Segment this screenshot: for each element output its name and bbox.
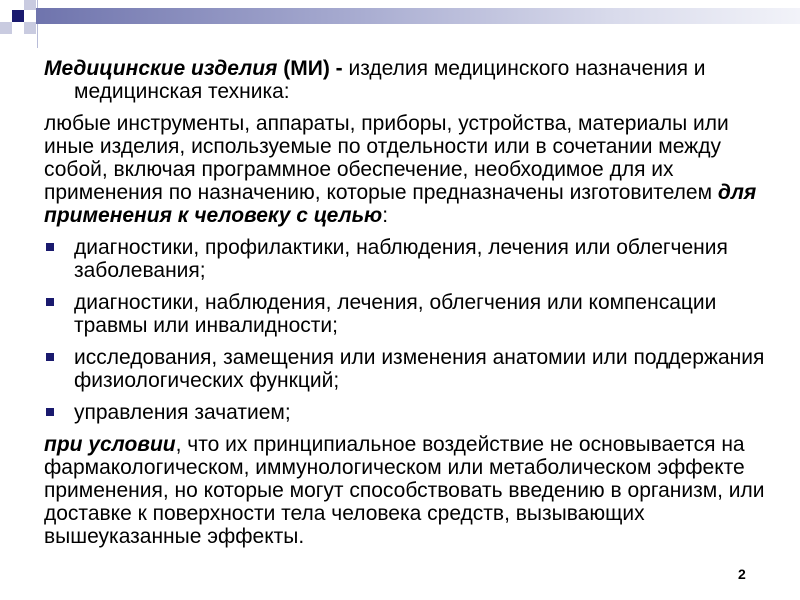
list-item-text: исследования, замещения или изменения анатомии или поддержания физиологических функций; — [74, 346, 765, 392]
definition-rest: изделия медицинского назначения и медицинская техника: — [74, 57, 706, 103]
square-bullet-icon — [46, 353, 54, 361]
definition-abbrev: (МИ) - — [277, 57, 343, 80]
list-item-text: диагностики, наблюдения, лечения, облегчения или компенсации травмы или инвалидности; — [74, 291, 717, 337]
description-end: : — [382, 204, 389, 227]
square-bullet-icon — [46, 243, 54, 251]
condition-emphasis: при условии — [44, 433, 176, 456]
square-bullet-icon — [46, 408, 54, 416]
header-square-dark — [12, 10, 24, 22]
header-square-light — [24, 0, 36, 10]
square-bullet-icon — [46, 298, 54, 306]
list-item — [44, 291, 774, 337]
list-item — [44, 346, 774, 392]
list-item-text: управления зачатием; — [74, 401, 291, 424]
page-number: 2 — [738, 566, 746, 582]
slide-content — [44, 57, 774, 557]
list-item-text: диагностики, профилактики, наблюдения, лечения или облегчения заболевания; — [74, 236, 728, 282]
description-paragraph — [44, 112, 774, 227]
purpose-list — [44, 236, 774, 424]
header-square-light-3 — [24, 22, 36, 34]
condition-paragraph — [44, 433, 774, 548]
condition-text: , что их принципиальное воздействие не основывается на фармакологическом, иммунологическом или метаболическом эффекте применения, но которые могут способствовать введению в организм, или доставке к поверхности тела человека средств, вызывающих вышеуказанные эффекты. — [44, 433, 765, 548]
definition-paragraph — [44, 57, 774, 103]
description-emphasis: для применения к человеку с целью — [44, 181, 757, 227]
description-text: любые инструменты, аппараты, приборы, устройства, материалы или иные изделия, используемые по отдельности или в сочетании между собой, включая программное обеспечение, необходимое для их применения по назначению, которые предназначены изготовителем — [44, 112, 729, 204]
list-item — [44, 236, 774, 282]
list-item — [44, 401, 774, 424]
header-gradient-bar — [36, 8, 800, 24]
header-square-light-2 — [0, 22, 12, 34]
definition-term: Медицинские изделия — [44, 57, 278, 80]
